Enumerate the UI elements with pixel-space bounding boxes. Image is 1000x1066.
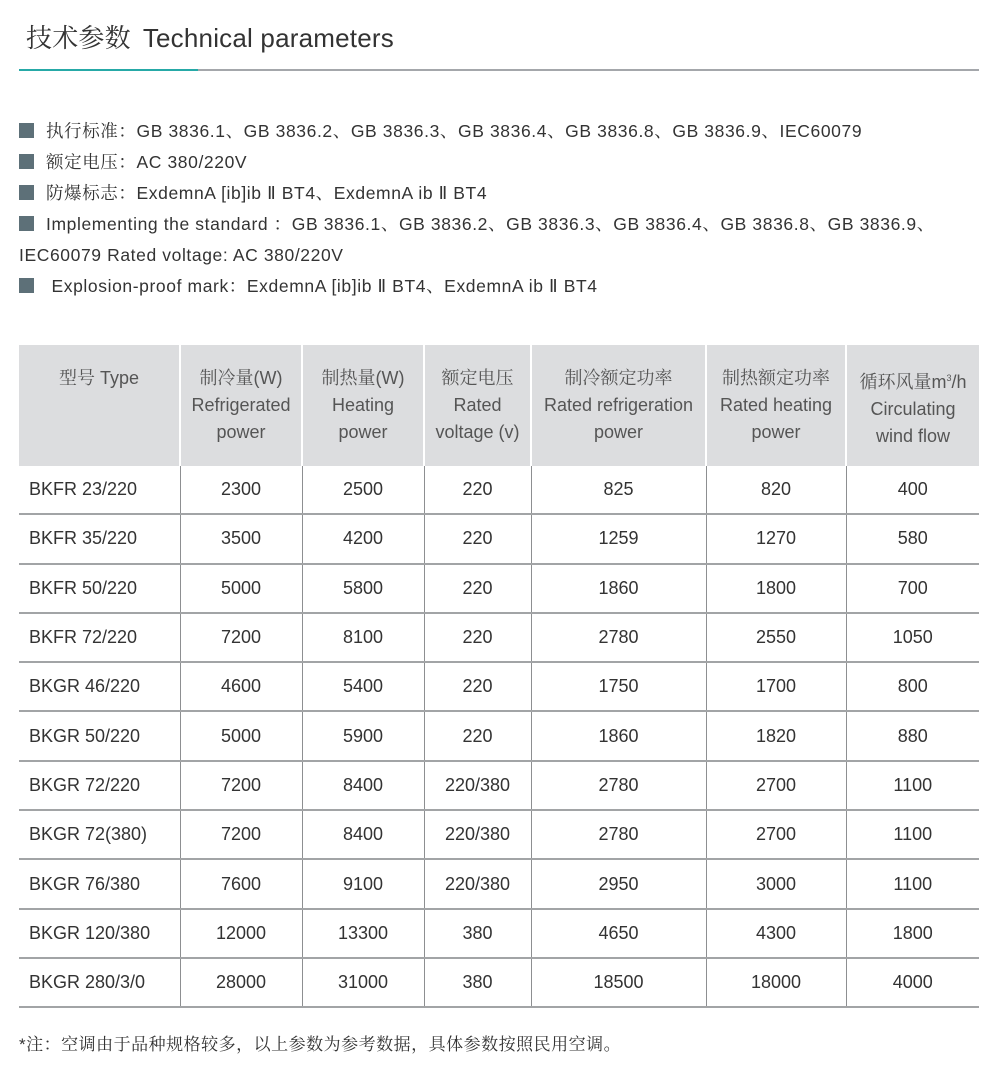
value-cell: 3500	[180, 514, 302, 563]
spec-text: 防爆标志：ExdemnA [ib]ib Ⅱ BT4、ExdemnA ib Ⅱ BT4	[46, 183, 488, 203]
value-cell: 400	[846, 466, 979, 514]
table-row	[19, 711, 979, 760]
header-en: Circulating	[870, 399, 956, 419]
header-cn: 制冷量(W)	[199, 368, 283, 388]
column-header-type	[19, 345, 180, 466]
value-cell: 2700	[706, 761, 846, 810]
header-en: wind flow	[875, 426, 951, 446]
square-bullet-icon	[19, 216, 34, 231]
value-cell: 31000	[302, 958, 424, 1007]
value-cell: 1100	[846, 859, 979, 908]
value-cell: 5900	[302, 711, 424, 760]
value-cell: 1820	[706, 711, 846, 760]
value-cell: 380	[424, 958, 531, 1007]
header-en: power	[338, 422, 388, 442]
value-cell: 4300	[706, 909, 846, 958]
page-title-cn: 技术参数	[26, 23, 131, 53]
header-cn-suffix: /h	[951, 372, 967, 392]
value-cell: 12000	[180, 909, 302, 958]
header-en: Rated heating	[719, 395, 833, 415]
column-header-rated-heating-power	[706, 345, 846, 466]
value-cell: 220	[424, 613, 531, 662]
column-header-refrigerated-power	[180, 345, 302, 466]
square-bullet-icon	[19, 123, 34, 138]
value-cell: 820	[706, 466, 846, 514]
value-cell: 825	[531, 466, 706, 514]
value-cell: 8400	[302, 761, 424, 810]
value-cell: 28000	[180, 958, 302, 1007]
value-cell: 1800	[706, 564, 846, 613]
value-cell: 1100	[846, 761, 979, 810]
value-cell: 4600	[180, 662, 302, 711]
value-cell: 2950	[531, 859, 706, 908]
value-cell: 880	[846, 711, 979, 760]
value-cell: 7200	[180, 810, 302, 859]
header-en: power	[216, 422, 266, 442]
value-cell: 1750	[531, 662, 706, 711]
value-cell: 2780	[531, 761, 706, 810]
model-cell: BKGR 280/3/0	[19, 958, 180, 1007]
header-cn: 制热量(W)	[321, 368, 405, 388]
header-cn: 制热额定功率	[722, 368, 830, 388]
value-cell: 220/380	[424, 761, 531, 810]
value-cell: 2700	[706, 810, 846, 859]
spec-item-mark-cn	[19, 178, 994, 209]
value-cell: 1270	[706, 514, 846, 563]
value-cell: 3000	[706, 859, 846, 908]
value-cell: 8100	[302, 613, 424, 662]
value-cell: 5000	[180, 711, 302, 760]
table-body	[19, 466, 979, 1007]
value-cell: 4200	[302, 514, 424, 563]
table-row	[19, 810, 979, 859]
value-cell: 2500	[302, 466, 424, 514]
model-cell: BKGR 72(380)	[19, 810, 180, 859]
value-cell: 2780	[531, 810, 706, 859]
spec-item-standard-cn	[19, 116, 994, 147]
model-cell: BKGR 76/380	[19, 859, 180, 908]
header-cn: 型号 Type	[58, 368, 140, 388]
value-cell: 220	[424, 466, 531, 514]
value-cell: 1800	[846, 909, 979, 958]
spec-item-standard-en	[19, 209, 994, 271]
value-cell: 7600	[180, 859, 302, 908]
header-cn-text: 循环风量m	[859, 372, 947, 392]
value-cell: 1050	[846, 613, 979, 662]
table-row	[19, 613, 979, 662]
value-cell: 8400	[302, 810, 424, 859]
column-header-rated-refrigeration-power	[531, 345, 706, 466]
model-cell: BKGR 50/220	[19, 711, 180, 760]
header-en: power	[751, 422, 801, 442]
value-cell: 220/380	[424, 859, 531, 908]
value-cell: 800	[846, 662, 979, 711]
value-cell: 1259	[531, 514, 706, 563]
spec-text: Implementing the standard ：GB 3836.1、GB 3836.2、GB 3836.3、GB 3836.4、GB 3836.8、GB 3836.9、IEC60079 Rated voltage: AC 380/220V	[19, 214, 935, 265]
model-cell: BKFR 72/220	[19, 613, 180, 662]
spec-item-mark-en	[19, 271, 994, 302]
title-divider-accent	[19, 69, 198, 71]
table-row	[19, 761, 979, 810]
square-bullet-icon	[19, 154, 34, 169]
value-cell: 1700	[706, 662, 846, 711]
value-cell: 220	[424, 711, 531, 760]
value-cell: 220/380	[424, 810, 531, 859]
title-divider	[19, 69, 979, 71]
value-cell: 580	[846, 514, 979, 563]
header-cn: 制冷额定功率	[564, 368, 673, 388]
page-title-en: Technical parameters	[142, 23, 394, 53]
table-row	[19, 909, 979, 958]
model-cell: BKFR 23/220	[19, 466, 180, 514]
table-header-row	[19, 345, 979, 466]
table-row	[19, 958, 979, 1007]
header-en: Rated refrigeration	[543, 395, 694, 415]
table-row	[19, 564, 979, 613]
spec-list	[19, 116, 994, 302]
header-en: Heating	[331, 395, 395, 415]
value-cell: 5000	[180, 564, 302, 613]
header-cn	[848, 365, 978, 396]
value-cell: 4650	[531, 909, 706, 958]
value-cell: 18000	[706, 958, 846, 1007]
table-row	[19, 859, 979, 908]
header-en: Rated	[453, 395, 502, 415]
header-en: Refrigerated	[191, 395, 291, 415]
spec-text: Explosion-proof mark：ExdemnA [ib]ib Ⅱ BT4、ExdemnA ib Ⅱ BT4	[46, 276, 598, 296]
square-bullet-icon	[19, 185, 34, 200]
column-header-circulating-wind-flow	[846, 345, 979, 466]
value-cell: 220	[424, 662, 531, 711]
parameters-table	[19, 345, 979, 1008]
model-cell: BKGR 120/380	[19, 909, 180, 958]
value-cell: 5800	[302, 564, 424, 613]
table-row	[19, 662, 979, 711]
table-row	[19, 466, 979, 514]
value-cell: 2550	[706, 613, 846, 662]
header-en: voltage (v)	[435, 422, 520, 442]
value-cell: 2780	[531, 613, 706, 662]
value-cell: 380	[424, 909, 531, 958]
column-header-rated-voltage	[424, 345, 531, 466]
model-cell: BKFR 50/220	[19, 564, 180, 613]
spec-text: 额定电压：AC 380/220V	[46, 152, 248, 172]
header-cn: 额定电压	[441, 368, 514, 388]
spec-item-voltage-cn	[19, 147, 994, 178]
column-header-heating-power	[302, 345, 424, 466]
table-row	[19, 514, 979, 563]
value-cell: 2300	[180, 466, 302, 514]
spec-text: 执行标准：GB 3836.1、GB 3836.2、GB 3836.3、GB 3836.4、GB 3836.8、GB 3836.9、IEC60079	[46, 121, 863, 141]
value-cell: 5400	[302, 662, 424, 711]
footnote: *注：空调由于品种规格较多，以上参数为参考数据，具体参数按照民用空调。	[19, 1035, 622, 1054]
value-cell: 9100	[302, 859, 424, 908]
value-cell: 220	[424, 564, 531, 613]
value-cell: 1860	[531, 564, 706, 613]
value-cell: 18500	[531, 958, 706, 1007]
value-cell: 220	[424, 514, 531, 563]
value-cell: 4000	[846, 958, 979, 1007]
square-bullet-icon	[19, 278, 34, 293]
superscript: 3	[946, 373, 952, 383]
value-cell: 1860	[531, 711, 706, 760]
value-cell: 1100	[846, 810, 979, 859]
value-cell: 7200	[180, 761, 302, 810]
model-cell: BKGR 46/220	[19, 662, 180, 711]
header-en: power	[593, 422, 644, 442]
value-cell: 13300	[302, 909, 424, 958]
value-cell: 7200	[180, 613, 302, 662]
page-title	[26, 18, 394, 55]
model-cell: BKGR 72/220	[19, 761, 180, 810]
model-cell: BKFR 35/220	[19, 514, 180, 563]
value-cell: 700	[846, 564, 979, 613]
